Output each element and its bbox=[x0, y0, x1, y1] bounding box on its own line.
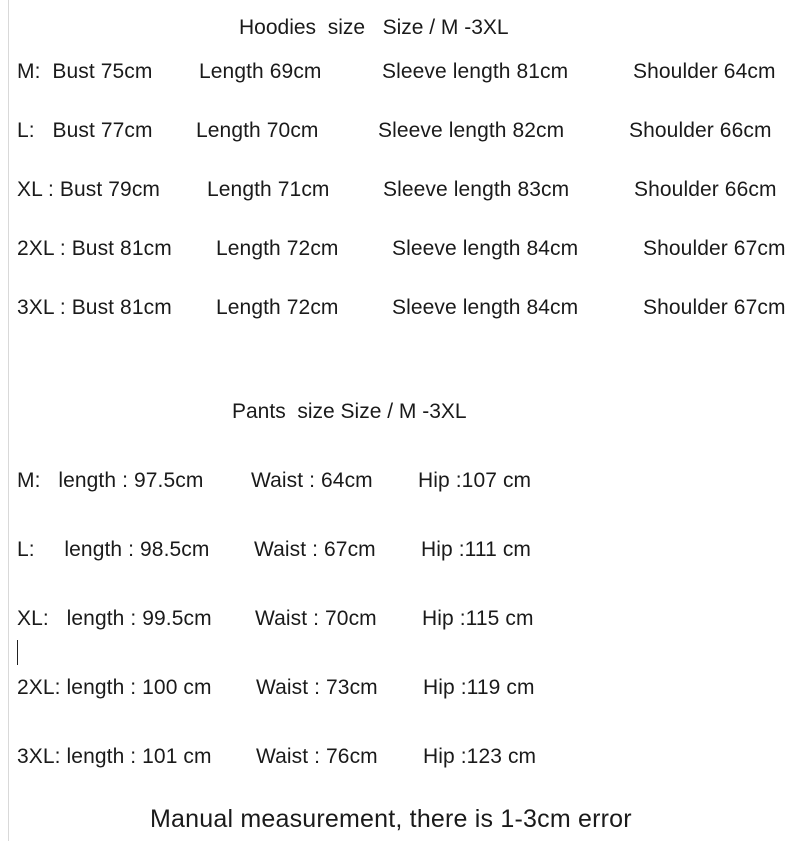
pants-row-m-waist: Waist : 64cm bbox=[251, 469, 373, 492]
hoodies-row-m-size-bust: M: Bust 75cm bbox=[17, 60, 153, 83]
hoodies-row-xl-size-bust: XL : Bust 79cm bbox=[17, 178, 161, 201]
pants-row-2xl-length: 2XL: length : 100 cm bbox=[17, 676, 212, 699]
pants-row-m-hip: Hip :107 cm bbox=[418, 469, 532, 492]
hoodies-row-xl-shoulder: Shoulder 66cm bbox=[634, 178, 777, 201]
hoodies-row-3xl-sleeve: Sleeve length 84cm bbox=[392, 296, 579, 319]
pants-row-xl-waist: Waist : 70cm bbox=[255, 607, 377, 630]
hoodies-row-l-length: Length 70cm bbox=[196, 119, 319, 142]
hoodies-row-l-shoulder: Shoulder 66cm bbox=[629, 119, 772, 142]
hoodies-size-title: Hoodies size Size / M -3XL bbox=[239, 16, 509, 39]
pants-size-title: Pants size Size / M -3XL bbox=[232, 400, 467, 423]
pants-row-l-hip: Hip :111 cm bbox=[421, 538, 532, 561]
hoodies-row-2xl-shoulder: Shoulder 67cm bbox=[643, 237, 786, 260]
text-cursor bbox=[17, 640, 18, 665]
hoodies-row-l-sleeve: Sleeve length 82cm bbox=[378, 119, 565, 142]
pants-row-3xl-hip: Hip :123 cm bbox=[423, 745, 537, 768]
pants-row-l-length: L: length : 98.5cm bbox=[17, 538, 210, 561]
left-border-line bbox=[8, 0, 9, 841]
pants-row-xl-length: XL: length : 99.5cm bbox=[17, 607, 212, 630]
hoodies-row-m-length: Length 69cm bbox=[199, 60, 322, 83]
measurement-error-note: Manual measurement, there is 1-3cm error bbox=[150, 805, 632, 833]
hoodies-row-3xl-size-bust: 3XL : Bust 81cm bbox=[17, 296, 172, 319]
hoodies-row-2xl-length: Length 72cm bbox=[216, 237, 339, 260]
pants-row-xl-hip: Hip :115 cm bbox=[422, 607, 534, 630]
pants-row-2xl-waist: Waist : 73cm bbox=[256, 676, 378, 699]
hoodies-row-3xl-length: Length 72cm bbox=[216, 296, 339, 319]
hoodies-row-xl-sleeve: Sleeve length 83cm bbox=[383, 178, 570, 201]
pants-row-3xl-waist: Waist : 76cm bbox=[256, 745, 378, 768]
pants-row-l-waist: Waist : 67cm bbox=[254, 538, 376, 561]
pants-row-3xl-length: 3XL: length : 101 cm bbox=[17, 745, 212, 768]
hoodies-row-2xl-size-bust: 2XL : Bust 81cm bbox=[17, 237, 172, 260]
pants-row-2xl-hip: Hip :119 cm bbox=[423, 676, 535, 699]
hoodies-row-2xl-sleeve: Sleeve length 84cm bbox=[392, 237, 579, 260]
hoodies-row-m-shoulder: Shoulder 64cm bbox=[633, 60, 776, 83]
hoodies-row-l-size-bust: L: Bust 77cm bbox=[17, 119, 153, 142]
pants-row-m-length: M: length : 97.5cm bbox=[17, 469, 204, 492]
hoodies-row-m-sleeve: Sleeve length 81cm bbox=[382, 60, 569, 83]
hoodies-row-3xl-shoulder: Shoulder 67cm bbox=[643, 296, 786, 319]
hoodies-row-xl-length: Length 71cm bbox=[207, 178, 330, 201]
